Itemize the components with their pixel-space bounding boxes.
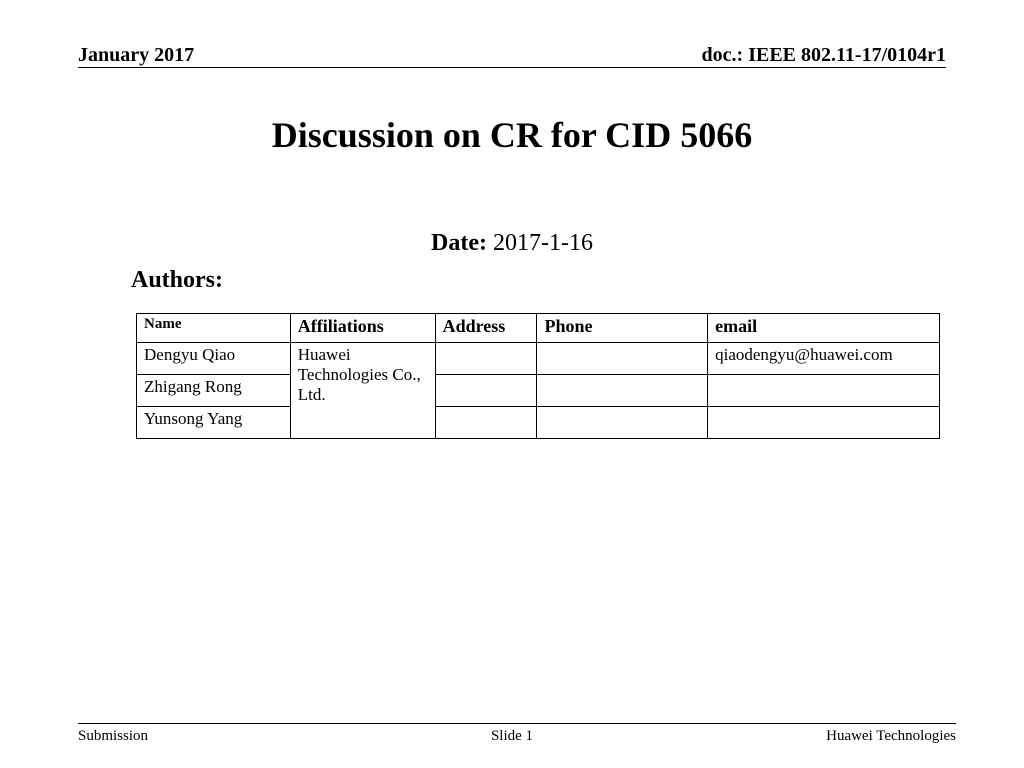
author-email [708,407,940,439]
footer-organization: Huawei Technologies [826,728,956,744]
date-line [0,230,1024,257]
authors-table [136,313,940,439]
header-date: January 2017 [78,44,195,66]
column-header-name: Name [137,314,291,343]
author-address [435,407,537,439]
header-doc-id: doc.: IEEE 802.11-17/0104r1 [701,44,946,66]
author-address [435,343,537,375]
footer-divider [78,723,956,724]
table-row [137,343,940,375]
author-address [435,375,537,407]
author-email: qiaodengyu@huawei.com [708,343,940,375]
author-email [708,375,940,407]
date-value: 2017-1-16 [492,230,593,256]
slide-title: Discussion on CR for CID 5066 [271,115,753,155]
column-header-email: email [708,314,940,343]
date-label: Date: [431,230,487,256]
author-affiliation: Huawei Technologies Co., Ltd. [290,343,435,439]
table-row [137,375,940,407]
table-header-row [137,314,940,343]
header-divider [78,67,946,68]
author-phone [537,343,708,375]
author-phone [537,375,708,407]
author-name: Zhigang Rong [137,375,291,407]
footer-submission: Submission [78,728,149,744]
footer-slide-number: Slide 1 [490,728,534,744]
author-name: Dengyu Qiao [137,343,291,375]
table-row [137,407,940,439]
column-header-phone: Phone [537,314,708,343]
column-header-affiliations: Affiliations [290,314,435,343]
column-header-address: Address [435,314,537,343]
author-name: Yunsong Yang [137,407,291,439]
author-phone [537,407,708,439]
authors-label: Authors: [131,267,224,293]
